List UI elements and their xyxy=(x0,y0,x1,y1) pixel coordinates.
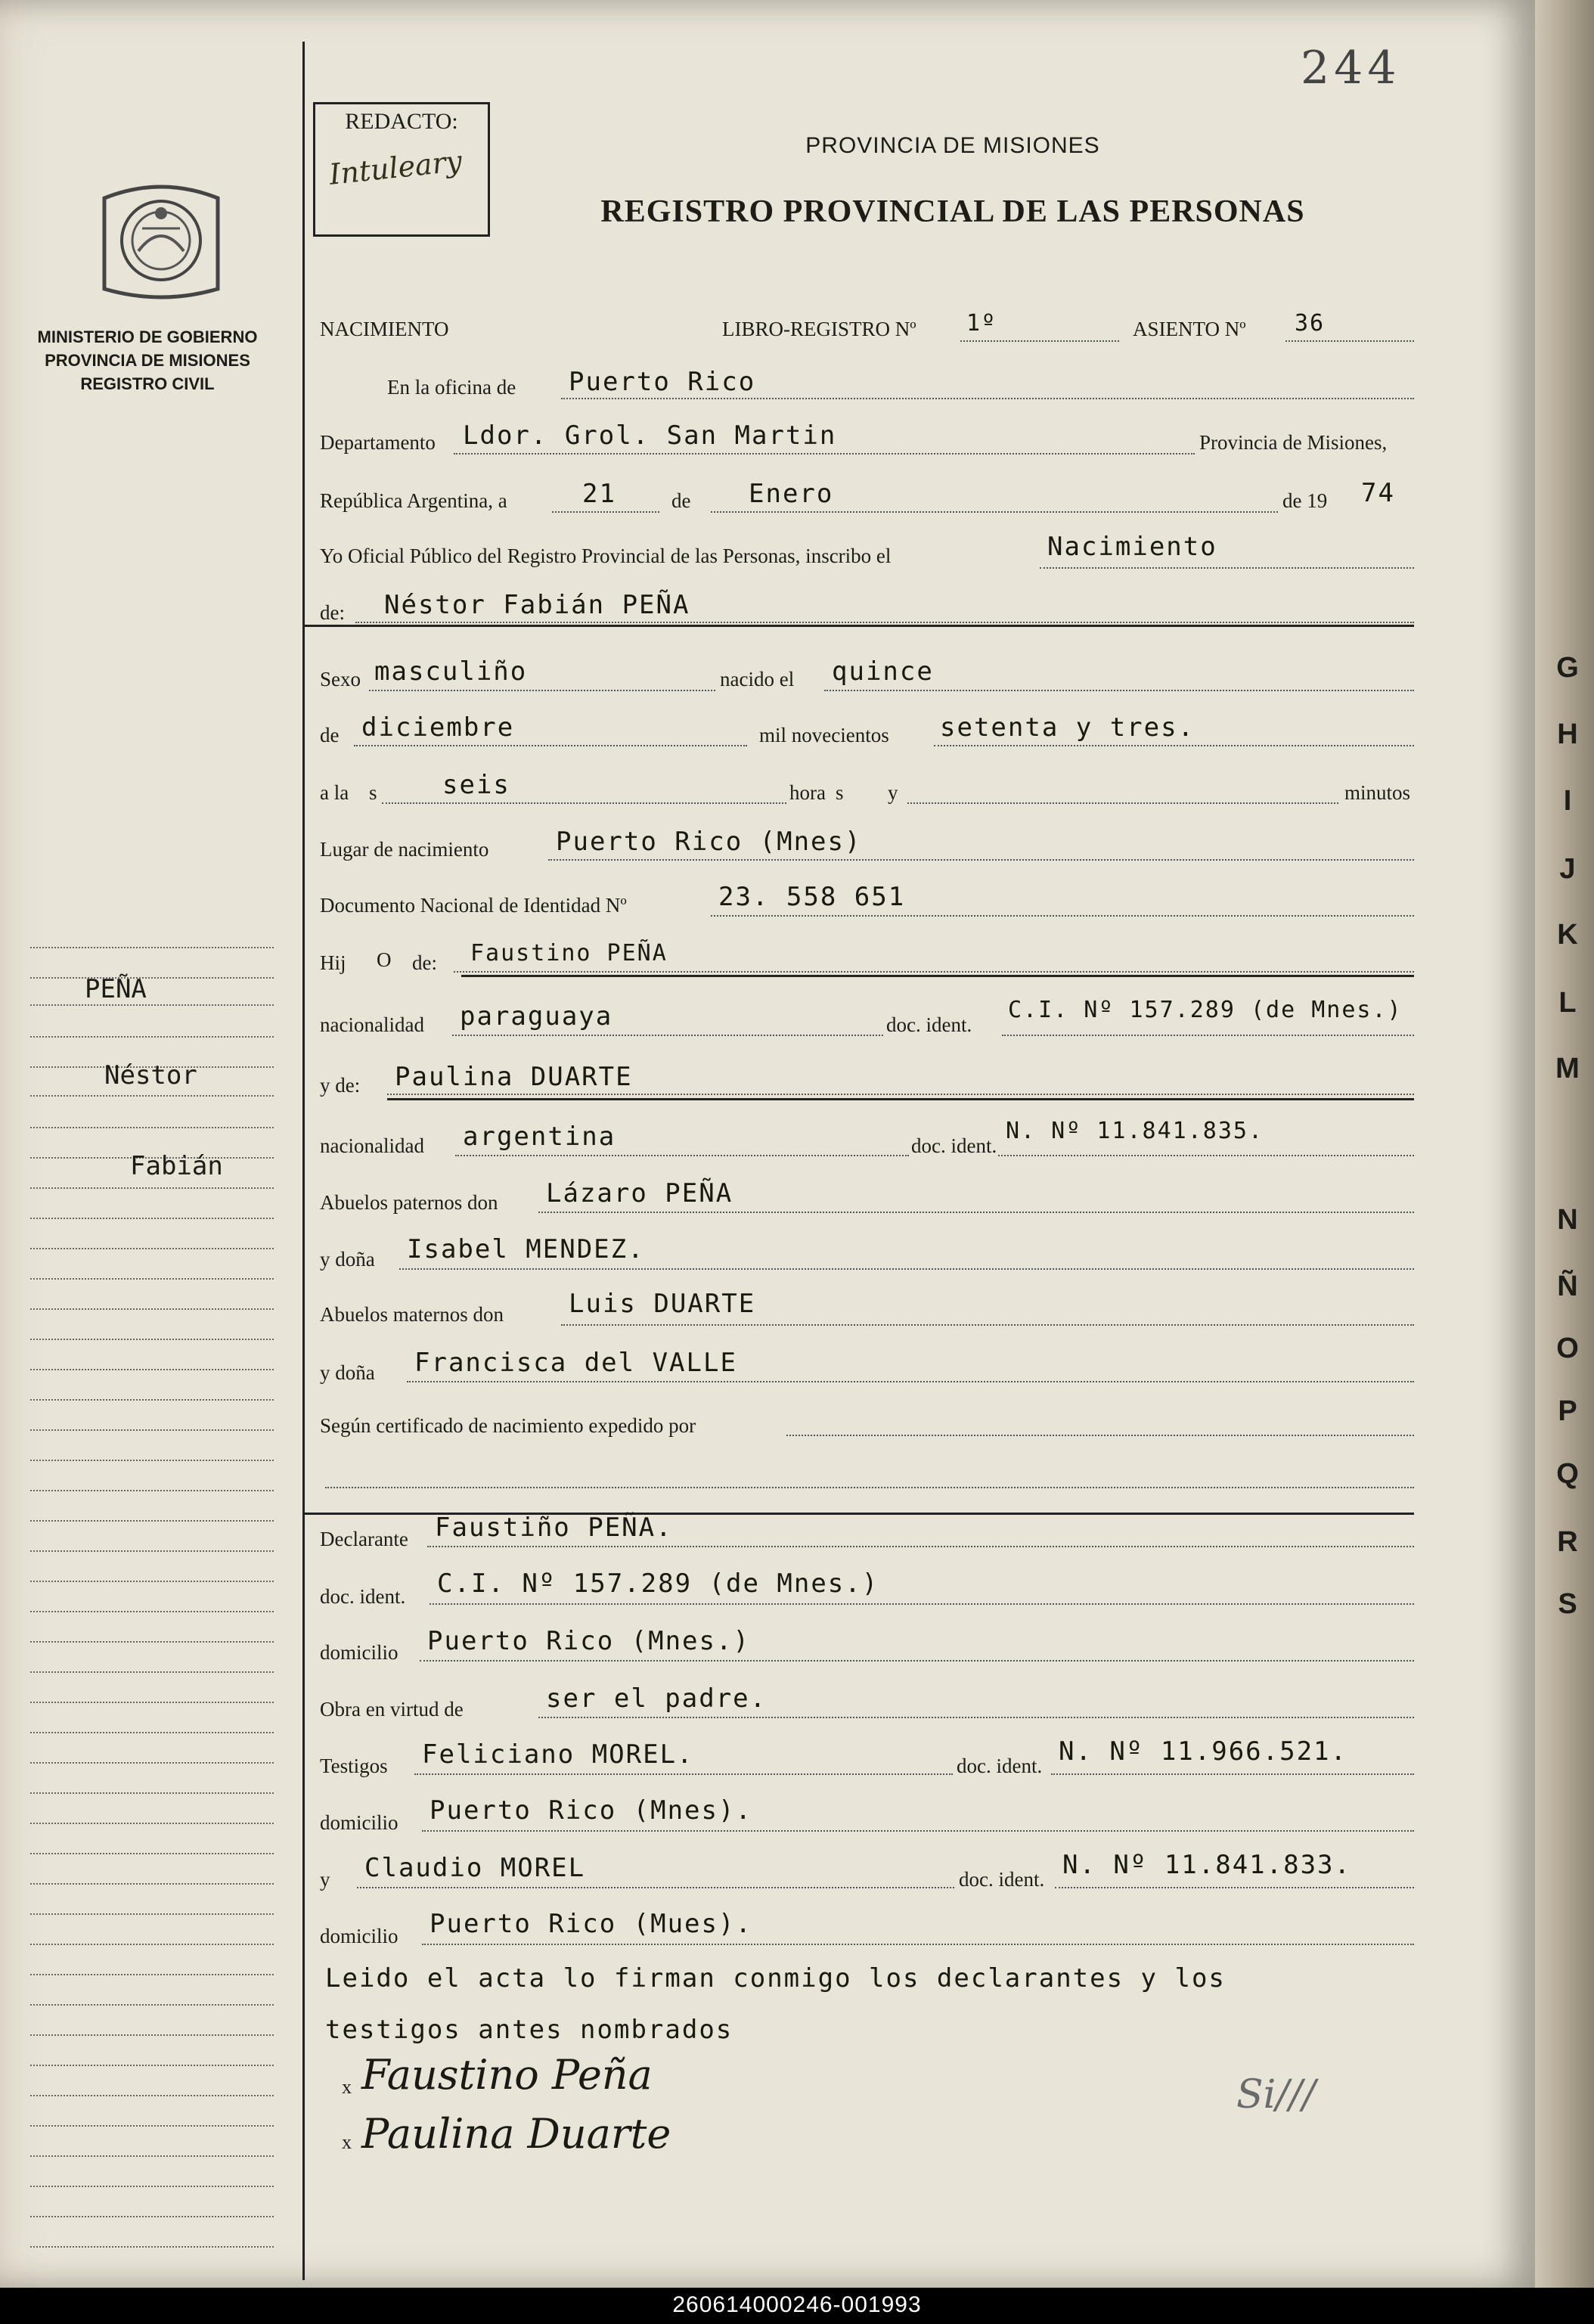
nac2-value: argentina xyxy=(463,1122,616,1152)
margin-line xyxy=(30,1429,274,1431)
index-tab-i[interactable]: I xyxy=(1563,785,1572,817)
index-tab-h[interactable]: H xyxy=(1557,718,1578,750)
ministry-line3: REGISTRO CIVIL xyxy=(80,374,215,393)
dotted-line xyxy=(325,1487,1414,1488)
margin-line xyxy=(30,2186,274,2187)
section-rule xyxy=(305,625,1414,627)
cert-label: Según certificado de nacimiento expedido por xyxy=(320,1414,696,1437)
ydona1-label: y doña xyxy=(320,1248,375,1271)
closing-line2: testigos antes nombrados xyxy=(325,2015,733,2045)
doc4-value: N. Nº 11.966.521. xyxy=(1059,1736,1347,1767)
nombre-value: Néstor Fabián PEÑA xyxy=(384,590,690,620)
margin-line xyxy=(30,1550,274,1552)
margin-line xyxy=(30,1399,274,1401)
dotted-line xyxy=(455,1155,909,1156)
doc2-value: N. Nº 11.841.835. xyxy=(1006,1118,1264,1144)
yde-label: y de: xyxy=(320,1074,361,1097)
provincia-label: Provincia de Misiones, xyxy=(1199,431,1388,454)
index-tab-q[interactable]: Q xyxy=(1556,1458,1579,1490)
book-edge xyxy=(1535,0,1594,2288)
margin-line xyxy=(30,1641,274,1643)
margin-line xyxy=(30,1823,274,1824)
margin-line xyxy=(30,1944,274,1945)
margin-line xyxy=(30,2246,274,2248)
y-label: y xyxy=(888,781,898,804)
dotted-line xyxy=(422,1830,1414,1832)
margin-line xyxy=(30,2095,274,2096)
margin-rule xyxy=(302,42,305,2280)
index-tab-m[interactable]: M xyxy=(1555,1053,1580,1084)
sexo-value: masculiño xyxy=(374,656,528,687)
margin-nombre2: Fabián xyxy=(130,1151,223,1181)
hijo-de: de: xyxy=(412,951,437,974)
nacido-label: nacido el xyxy=(720,668,795,690)
margin-line xyxy=(30,1460,274,1461)
nac2-label: nacionalidad xyxy=(320,1134,424,1157)
dia-value: 21 xyxy=(582,479,616,509)
page-number: 244 xyxy=(1301,42,1401,95)
ministry-line1: MINISTERIO DE GOBIERNO xyxy=(37,327,258,346)
margin-line xyxy=(30,1308,274,1310)
obra-label: Obra en virtud de xyxy=(320,1698,464,1721)
index-tab-k[interactable]: K xyxy=(1557,919,1578,951)
margin-line xyxy=(30,1187,274,1189)
dotted-line xyxy=(452,1035,883,1036)
dotted-line xyxy=(711,511,1278,513)
province-title: PROVINCIA DE MISIONES xyxy=(805,133,1100,158)
doc1-value: C.I. Nº 157.289 (de Mnes.) xyxy=(1008,997,1403,1023)
abmat-don-value: Luis DUARTE xyxy=(569,1289,756,1319)
index-tab-enie[interactable]: Ñ xyxy=(1557,1271,1578,1302)
index-tab-s[interactable]: S xyxy=(1558,1588,1577,1620)
dotted-line xyxy=(407,1381,1414,1382)
dotted-line xyxy=(561,398,1414,399)
ydona2-label: y doña xyxy=(320,1361,375,1384)
margin-line xyxy=(30,1095,274,1097)
dotted-line xyxy=(538,1717,1414,1718)
minutos-label: minutos xyxy=(1344,781,1411,804)
margin-line xyxy=(30,2065,274,2066)
declarante-label: Declarante xyxy=(320,1528,408,1550)
margin-line xyxy=(30,1883,274,1885)
departamento-value: Ldor. Grol. San Martin xyxy=(463,420,837,451)
closing-line1: Leido el acta lo firman conmigo los declarantes y los xyxy=(325,1963,1226,1994)
record-type: NACIMIENTO xyxy=(320,318,449,340)
dotted-line xyxy=(548,859,1414,861)
hora-s: s xyxy=(836,781,844,804)
dotted-line xyxy=(357,1887,954,1888)
hijo-label: Hij xyxy=(320,951,346,974)
dom3-label: domicilio xyxy=(320,1925,398,1947)
abmat-dona-value: Francisca del VALLE xyxy=(414,1348,737,1378)
dotted-line xyxy=(369,690,715,691)
section-rule xyxy=(461,975,1414,977)
margin-line xyxy=(30,1611,274,1612)
doc1-label: doc. ident. xyxy=(886,1013,972,1036)
dotted-line xyxy=(382,802,786,804)
abpat-don-value: Lázaro PEÑA xyxy=(546,1178,733,1209)
signature-madre: Paulina Duarte xyxy=(361,2110,671,2158)
mil-label: mil novecientos xyxy=(759,724,889,746)
margin-line xyxy=(30,2004,274,2006)
anio-value: 74 xyxy=(1361,478,1395,508)
declarante-value: Faustiño PEÑA. xyxy=(435,1513,673,1543)
margin-line xyxy=(30,1732,274,1733)
margin-line xyxy=(30,1218,274,1219)
dotted-line xyxy=(454,453,1195,455)
asiento-label: ASIENTO Nº xyxy=(1133,318,1246,340)
dotted-line xyxy=(907,802,1338,804)
nac1-label: nacionalidad xyxy=(320,1013,424,1036)
margin-line xyxy=(30,1702,274,1703)
annotation-note: Si/// xyxy=(1236,2072,1316,2118)
abpat-dona-value: Isabel MENDEZ. xyxy=(407,1234,645,1264)
index-tab-p[interactable]: P xyxy=(1558,1395,1577,1427)
margin-line xyxy=(30,1792,274,1794)
dotted-line xyxy=(454,971,1414,973)
dotted-line xyxy=(420,1660,1414,1662)
nacido-value: quince xyxy=(832,656,934,687)
dni-value: 23. 558 651 xyxy=(718,882,906,912)
margin-line xyxy=(30,977,274,979)
margin-line xyxy=(30,1974,274,1975)
dotted-line xyxy=(354,745,747,746)
margin-line xyxy=(30,1581,274,1582)
signature-mark: x xyxy=(342,2131,352,2153)
testigo2-value: Claudio MOREL xyxy=(364,1853,586,1883)
footer-id: 260614000246-001993 xyxy=(672,2292,922,2317)
redacto-label: REDACTO: xyxy=(345,109,458,134)
dotted-line xyxy=(427,1546,1414,1547)
dotted-line xyxy=(538,1212,1414,1213)
margin-line xyxy=(30,1671,274,1673)
abmat-label: Abuelos maternos don xyxy=(320,1303,504,1326)
dom1-label: domicilio xyxy=(320,1641,398,1664)
redacto-signature: Intuleary xyxy=(327,144,464,191)
dotted-line xyxy=(1051,1773,1414,1775)
de-nombre-label: de: xyxy=(320,601,345,624)
margin-line xyxy=(30,947,274,948)
index-tab-j[interactable]: J xyxy=(1559,853,1576,885)
doc4-label: doc. ident. xyxy=(957,1755,1043,1777)
padre-value: Faustino PEÑA xyxy=(470,940,668,967)
dotted-line xyxy=(1285,340,1414,342)
dotted-line xyxy=(711,915,1414,917)
dotted-line xyxy=(414,1773,953,1775)
index-tab-g[interactable]: G xyxy=(1556,652,1579,684)
doc3-value: C.I. Nº 157.289 (de Mnes.) xyxy=(437,1568,879,1599)
doc5-value: N. Nº 11.841.833. xyxy=(1062,1850,1351,1880)
dotted-line xyxy=(355,622,1414,623)
margin-line xyxy=(30,1520,274,1522)
margin-line xyxy=(30,2125,274,2127)
abpat-label: Abuelos paternos don xyxy=(320,1191,498,1214)
margin-line xyxy=(30,2216,274,2217)
testigo1-value: Feliciano MOREL. xyxy=(422,1739,694,1770)
dotted-line xyxy=(998,1155,1414,1156)
hora-label: hora xyxy=(789,781,826,804)
section-rule xyxy=(387,1098,1414,1100)
dotted-line xyxy=(786,1435,1414,1436)
anio-nac-value: setenta y tres. xyxy=(940,712,1196,743)
dotted-line xyxy=(1002,1035,1414,1036)
margin-line xyxy=(30,1339,274,1340)
dom1-value: Puerto Rico (Mnes.) xyxy=(427,1626,750,1656)
registry-title: REGISTRO PROVINCIAL DE LAS PERSONAS xyxy=(600,194,1305,229)
margin-line xyxy=(30,1004,274,1006)
dotted-line xyxy=(1040,567,1414,569)
dotted-line xyxy=(422,1944,1414,1945)
obra-value: ser el padre. xyxy=(546,1683,768,1714)
dotted-line xyxy=(387,1094,1414,1095)
libro-label: LIBRO-REGISTRO Nº xyxy=(722,318,916,340)
index-tab-l[interactable]: L xyxy=(1558,987,1577,1019)
doc3-label: doc. ident. xyxy=(320,1585,406,1608)
oficial-label: Yo Oficial Público del Registro Provincial de las Personas, inscribo el xyxy=(320,545,892,567)
de-label: de xyxy=(671,489,691,512)
departamento-label: Departamento xyxy=(320,431,436,454)
margin-line xyxy=(30,1853,274,1854)
ministry-block xyxy=(23,325,272,396)
dotted-line xyxy=(1055,1887,1414,1888)
doc2-label: doc. ident. xyxy=(911,1134,997,1157)
margin-apellido: PEÑA xyxy=(85,974,147,1004)
margin-line xyxy=(30,2034,274,2036)
margin-line xyxy=(30,1248,274,1249)
doc5-label: doc. ident. xyxy=(959,1868,1045,1891)
sexo-label: Sexo xyxy=(320,668,361,690)
lugar-label: Lugar de nacimiento xyxy=(320,838,489,861)
signature-declarante: Faustino Peña xyxy=(361,2051,653,2099)
oficina-value: Puerto Rico xyxy=(569,367,756,397)
ala-s: s xyxy=(369,781,377,804)
oficial-value: Nacimiento xyxy=(1047,532,1217,562)
dom2-value: Puerto Rico (Mnes). xyxy=(430,1795,752,1826)
y2-label: y xyxy=(320,1868,330,1891)
dotted-line xyxy=(960,340,1119,342)
dotted-line xyxy=(561,1324,1414,1326)
ala-label: a la xyxy=(320,781,349,804)
margin-line xyxy=(30,1036,274,1038)
margin-line xyxy=(30,2155,274,2157)
testigos-label: Testigos xyxy=(320,1755,388,1777)
hora-value: seis xyxy=(442,770,510,800)
margin-line xyxy=(30,1278,274,1280)
dotted-line xyxy=(824,690,1414,691)
republica-label: República Argentina, a xyxy=(320,489,507,512)
anio-label: de 19 xyxy=(1282,489,1328,512)
dotted-line xyxy=(430,1603,1414,1605)
ministry-line2: PROVINCIA DE MISIONES xyxy=(45,351,250,370)
dom2-label: domicilio xyxy=(320,1811,398,1834)
margin-line xyxy=(30,1762,274,1764)
redacto-box xyxy=(313,102,490,237)
index-tab-o[interactable]: O xyxy=(1556,1333,1579,1364)
dni-label: Documento Nacional de Identidad Nº xyxy=(320,894,627,917)
nac1-value: paraguaya xyxy=(460,1001,613,1032)
provincial-seal-icon xyxy=(97,175,225,306)
dotted-line xyxy=(934,745,1414,746)
margin-line xyxy=(30,1127,274,1128)
dotted-line xyxy=(399,1268,1414,1270)
index-tab-r[interactable]: R xyxy=(1557,1526,1578,1558)
lugar-value: Puerto Rico (Mnes) xyxy=(556,827,862,857)
mes-nac-value: diciembre xyxy=(361,712,515,743)
oficina-label: En la oficina de xyxy=(387,376,516,399)
margin-nombre1: Néstor xyxy=(104,1060,197,1091)
libro-value: 1º xyxy=(966,310,997,337)
dom3-value: Puerto Rico (Mues). xyxy=(430,1909,752,1939)
margin-line xyxy=(30,1369,274,1370)
asiento-value: 36 xyxy=(1295,310,1326,337)
margin-line xyxy=(30,1490,274,1491)
hijo-o: O xyxy=(377,948,392,971)
mes-value: Enero xyxy=(749,479,834,509)
signature-mark: x xyxy=(342,2076,352,2098)
dotted-line xyxy=(552,511,659,513)
madre-value: Paulina DUARTE xyxy=(395,1062,633,1092)
index-tab-n[interactable]: N xyxy=(1557,1204,1578,1236)
de2-label: de xyxy=(320,724,340,746)
margin-line xyxy=(30,1913,274,1915)
